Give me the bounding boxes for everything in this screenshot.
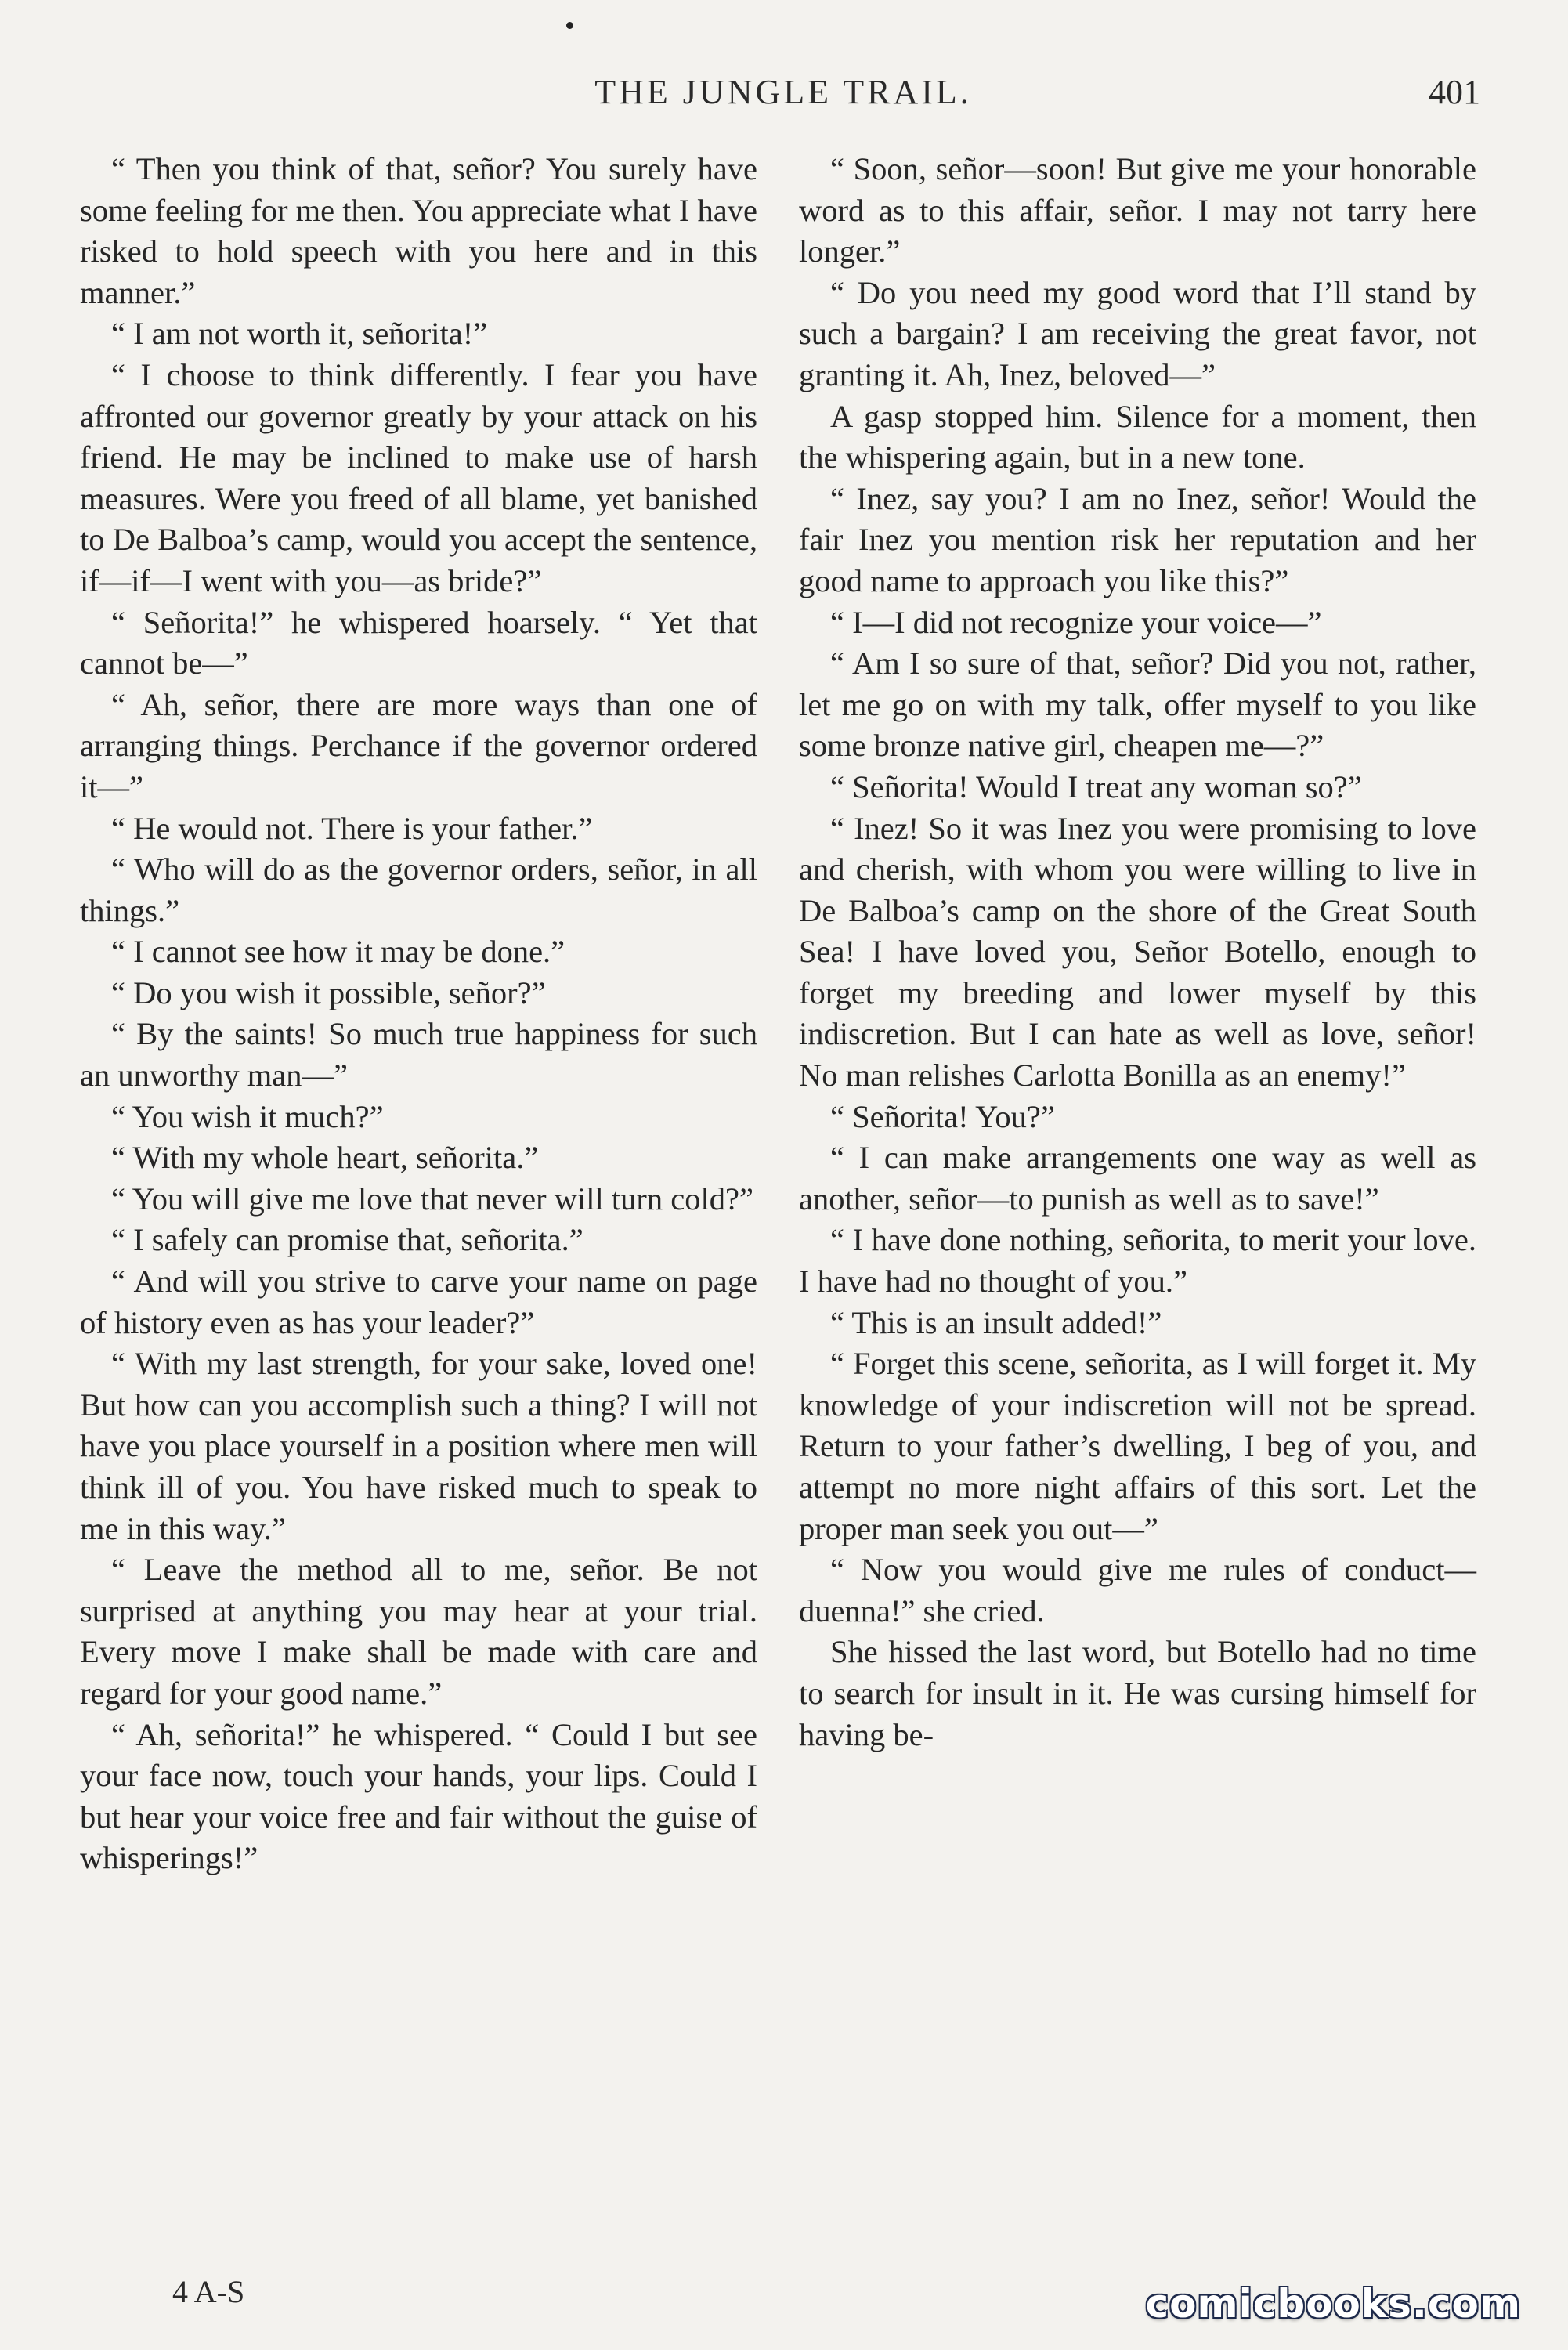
right-column: [799, 149, 1476, 2264]
ink-speck: [566, 22, 573, 29]
left-column: [80, 149, 757, 2264]
paragraph: “ By the saints! So much true happiness for such an unworthy man—”: [80, 1016, 757, 1094]
paragraph: “ Now you would give me rules of conduct—duenna!” she cried.: [799, 1552, 1476, 1629]
paragraph: “ You will give me love that never will turn cold?”: [111, 1180, 753, 1217]
paragraph: A gasp stopped him. Silence for a moment, then the whispering again, but in a new tone.: [799, 398, 1476, 475]
paragraph: “ Who will do as the governor orders, señor, in all things.”: [80, 851, 757, 928]
paragraph: “ With my whole heart, señorita.”: [111, 1140, 539, 1176]
paragraph: “ Forget this scene, señorita, as I will forget it. My knowledge of your indiscretion will not be spread. Return to your father’s dwelling, I beg of you, and attempt no more night affairs of this sort. Let the proper man seek you out—”: [799, 1346, 1476, 1546]
page-number: 401: [1429, 73, 1480, 111]
paragraph: “ I have done nothing, señorita, to merit your love. I have had no thought of you.”: [799, 1222, 1476, 1300]
paragraph: “ Señorita! You?”: [830, 1098, 1055, 1134]
paragraph: “ I can make arrangements one way as well as another, señor—to punish as well as to save!”: [799, 1140, 1476, 1217]
paragraph: “ I am not worth it, señorita!”: [111, 316, 488, 352]
paragraph: “ And will you strive to carve your name on page of history even as has your leader?”: [80, 1264, 757, 1340]
paragraph: “ He would not. There is your father.”: [111, 810, 593, 846]
paragraph: “ Leave the method all to me, señor. Be not surprised at anything you may hear at your trial. Every move I make shall be made with care and regard for your good name.”: [80, 1552, 757, 1711]
watermark-logo: comicbooks.com: [1145, 2281, 1521, 2326]
paragraph: “ Inez! So it was Inez you were promising to love and cherish, with whom you were willing to live in De Balboa’s camp on the shore of the Great South Sea! I have loved you, Señor Botello, enough to forget my breeding and lower myself by this indiscretion. But I can hate as well as love, señor! No man relishes Carlotta Bonilla as an enemy!”: [799, 810, 1476, 1094]
signature-mark: 4 A-S: [172, 2274, 245, 2309]
paragraph: “ Ah, señor, there are more ways than one of arranging things. Perchance if the governor ordered it—”: [80, 686, 757, 804]
paragraph: “ Señorita! Would I treat any woman so?”: [830, 768, 1362, 804]
paragraph: “ Am I so sure of that, señor? Did you not, rather, let me go on with my talk, offer myself to you like some bronze native girl, cheapen me—?”: [799, 645, 1476, 764]
paragraph: “ Then you think of that, señor? You surely have some feeling for me then. You appreciate what I have risked to hold speech with you here and in this manner.”: [80, 151, 757, 310]
paragraph: “ Ah, señorita!” he whispered. “ Could I but see your face now, touch your hands, your lips. Could I but hear your voice free and fair without the guise of whisperings!”: [80, 1716, 757, 1876]
page-header: [78, 72, 1480, 127]
running-title: THE JUNGLE TRAIL.: [594, 73, 972, 111]
paragraph: “ I cannot see how it may be done.”: [111, 934, 565, 970]
paragraph: “ Inez, say you? I am no Inez, señor! Would the fair Inez you mention risk her reputation and her good name to approach you like this?”: [799, 480, 1476, 598]
paragraph: “ Señorita!” he whispered hoarsely. “ Yet that cannot be—”: [80, 604, 757, 682]
paragraph: “ With my last strength, for your sake, loved one! But how can you accomplish such a thing? I will not have you place yourself in a position where men will think ill of you. You have risked much to speak to me in this way.”: [80, 1346, 757, 1546]
paragraph: “ I choose to think differently. I fear you have affronted our governor greatly by your attack on his friend. He may be inclined to make use of harsh measures. Were you freed of all blame, yet banished to De Balboa’s camp, would you accept the sentence, if—if—I went with you—as bride?”: [80, 356, 757, 598]
paragraph: She hissed the last word, but Botello had no time to search for insult in it. He was cursing himself for having be-: [799, 1634, 1476, 1752]
paragraph: “ This is an insult added!”: [830, 1304, 1162, 1340]
paragraph: “ Soon, señor—soon! But give me your honorable word as to this affair, señor. I may not tarry here longer.”: [799, 151, 1476, 269]
paragraph: “ Do you need my good word that I’ll stand by such a bargain? I am receiving the great favor, not granting it. Ah, Inez, beloved—”: [799, 274, 1476, 392]
paragraph: “ I—I did not recognize your voice—”: [830, 604, 1322, 640]
paragraph: “ I safely can promise that, señorita.”: [111, 1222, 583, 1258]
paragraph: “ You wish it much?”: [111, 1098, 384, 1134]
paragraph: “ Do you wish it possible, señor?”: [111, 974, 546, 1010]
